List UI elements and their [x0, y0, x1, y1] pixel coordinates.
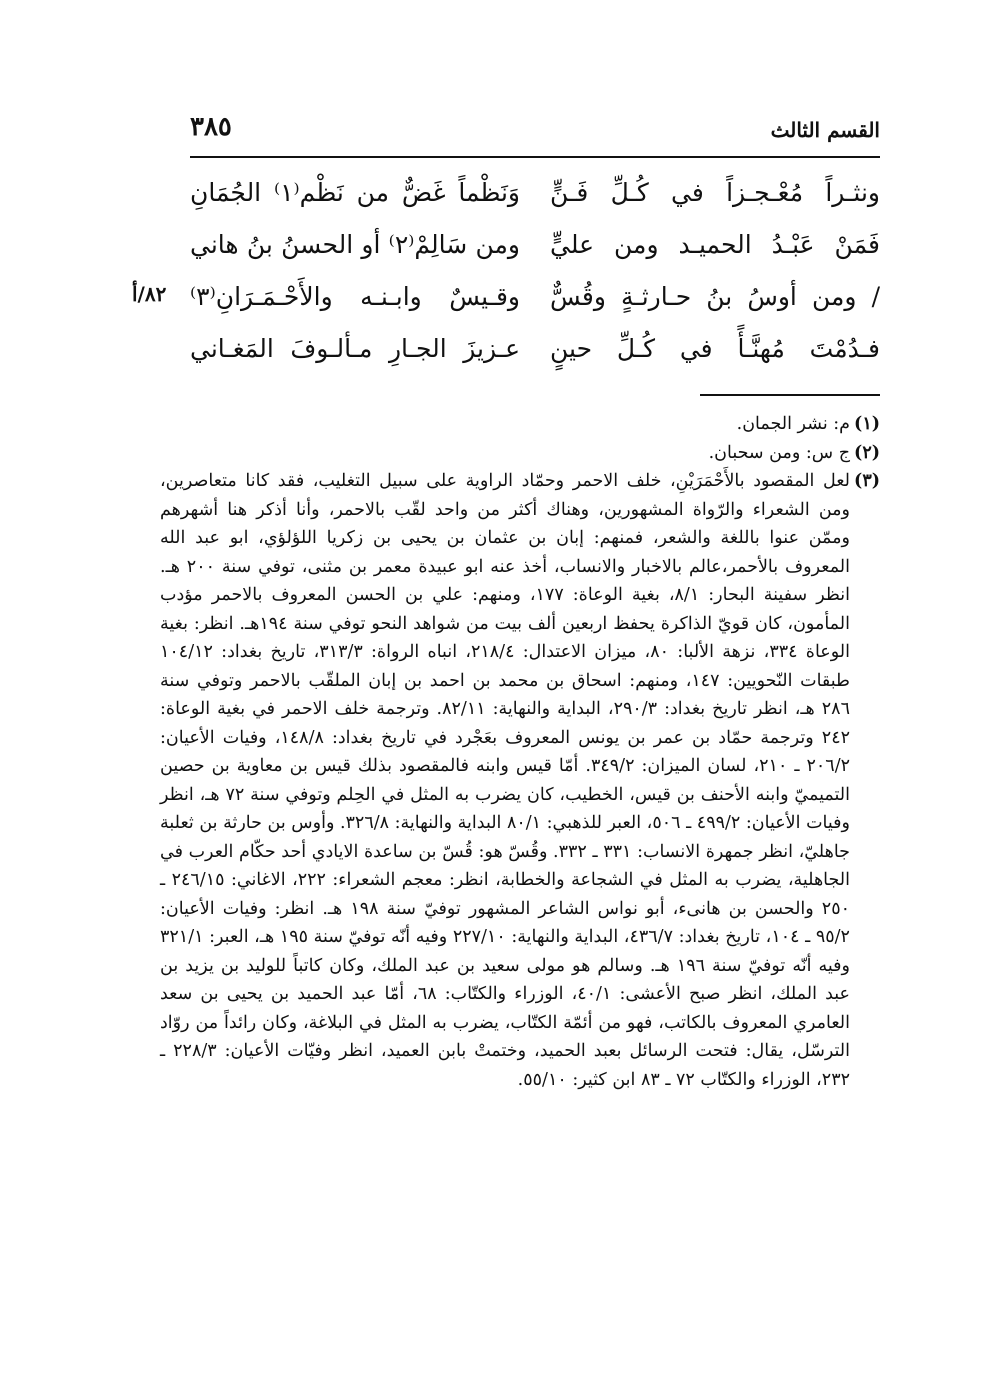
verse-first-hemistich: ونثـراً مُعْـجـزاً في كُـلِّ فَـنٍّ [550, 178, 880, 207]
verse-second-hemistich: وقـيسٌ وابـنـه والأَحْـمَـرَانِ⁽٣⁾ [190, 282, 520, 311]
footnote-text: لعل المقصود بالأَحْمَرَيْنِ، خلف الاحمر وحمّاد الراوية على سبيل التغليب، فقد كانا متعاصرين، ومن الشعراء والرّواة المشهورين، وهناك أكثر من واحد لقّب بالاحمر، وأنا أذكر هنا أشهرهم وممّن عنوا باللغة والشعر، فمنهم: إبان بن عثمان بن يحيى بن زكريا اللؤلؤي، ابو عبد الله المعروف بالأحمر،عالم بالاخبار والانساب، أخذ عنه ابو عبيدة معمر بن مثنى، توفي سنة ٢٠٠ هـ. انظر سفينة البحار: ٨/١، بغية الوعاة: ١٧٧، ومنهم: علي بن الحسن المعروف بالاحمر مؤدب المأمون، كان قويّ الذاكرة يحفظ اربعين ألف بيت من شواهد النحو توفي سنة ١٩٤هـ. انظر: بغية الوعاة ٣٣٤، نزهة الألبا: ٨٠، ميزان الاعتدال: ٢١٨/٤، انباه الرواة: ٣١٣/٣، تاريخ بغداد: ١٠٤/١٢ طبقات النّحويين: ١٤٧، ومنهم: اسحاق بن محمد بن احمد بن إبان الملقّب بالاحمر وتوفي سنة ٢٨٦ هـ، انظر تاريخ بغداد: ٢٩٠/٣، البداية والنهاية: ٨٢/١١. وترجمة خلف الاحمر في بغية الوعاة: ٢٤٢ وترجمة حمّاد بن عمر بن يونس المعروف بعَجْرد في تاريخ بغداد: ١٤٨/٨، وفيات الأعيان: ٢٠٦/٢ ـ ٢١٠، لسان الميزان: ٣٤٩/٢. أمّا قيس وابنه فالمقصود بذلك قيس بن معاوية بن حصين التميميّ وابنه الأحنف بن قيس، الخطيب، كان يضرب به المثل في الحِلم وتوفي سنة ٧٢ هـ، انظر وفيات الأعيان: ٤٩٩/٢ ـ ٥٠٦، العبر للذهبي: ٨٠/١ البداية والنهاية: ٣٢٦/٨. وأوس بن حارثة بن ثعلبة جاهليّ، انظر جمهرة الانساب: ٣٣١ ـ ٣٣٢. وقُسّ هو: قُسّ بن ساعدة الايادي أحد حكّام العرب في الجاهلية، يضرب به المثل في الشجاعة والخطابة، انظر: معجم الشعراء: ٢٢٢، الاغاني: ٢٤٦/١٥ ـ ٢٥٠ والحسن بن هانىء، أبو نواس الشاعر المشهور توفيّ سنة ١٩٨ هـ. انظر: وفيات الأعيان: ٩٥/٢ ـ ١٠٤، تاريخ بغداد: ٤٣٦/٧، البداية والنهاية: ٢٢٧/١٠ وفيه أنّه توفيّ سنة ١٩٥ هـ، العبر: ٣٢١/١ وفيه أنّه توفيّ سنة ١٩٦ هـ. وسالم هو مولى سعيد بن عبد الملك، وكان كاتباً للوليد بن يزيد بن عبد الملك، انظر صبح الأعشى: ٤٠/١، الوزراء والكتّاب: ٦٨، أمّا عبد الحميد بن يحيى بن سعد العامري المعروف بالكاتب، فهو من أئمّة الكتّاب، يضرب به المثل في البلاغة، وكان رائداً من روّاد الترسّل، يقال: فتحت الرسائل بعبد الحميد، وختمتْ بابن العميد، انظر وفيّات الأعيان: ٢٢٨/٣ ـ ٢٣٢، الوزراء والكتّاب ٧٢ ـ ٨٣ ابن كثير: ٥٥/١٠. [160, 471, 851, 1090]
verse-line [190, 334, 880, 386]
verse-second-hemistich: ومن سَالِمْ⁽٢⁾ أو الحسنُ بنُ هاني [190, 230, 520, 259]
verse-first-hemistich: فَمَنْ عَبْـدُ الحميـد ومن عليٍّ [550, 230, 880, 259]
verse-second-hemistich: عـزيزَ الجـارِ مـألـوفَ المَغـاني [190, 334, 520, 363]
footnote-divider [700, 394, 880, 396]
verse-line [190, 282, 880, 334]
running-header [190, 112, 880, 158]
footnote-number: (٣) [854, 471, 880, 491]
verse-line [190, 230, 880, 282]
verse-first-hemistich: / ومن أوسُ بنُ حـارثـةٍ وقُسٌّ [550, 282, 880, 311]
section-title: القسم الثالث [770, 118, 880, 142]
footnote-text: ج س: ومن سحبان. [708, 442, 850, 463]
verse-line [190, 178, 880, 230]
folio-marker: ٨٢/أ [132, 282, 167, 306]
footnote [160, 467, 880, 1094]
footnote-number: (١) [854, 414, 880, 434]
poem-block [190, 178, 880, 386]
footnote [160, 439, 880, 468]
footnotes [160, 410, 880, 1094]
verse-first-hemistich: فـدُمْتَ مُهنَّـأً في كُـلِّ حينٍ [550, 334, 880, 363]
page-number: ٣٨٥ [190, 112, 232, 142]
footnote-text: م: نشر الجمان. [736, 414, 850, 434]
footnote-number: (٢) [854, 442, 880, 463]
footnote [160, 410, 880, 439]
verse-second-hemistich: وَنَظْماً غَضٌّ من نَظْم⁽١⁾ الجُمَانِ [190, 178, 520, 207]
